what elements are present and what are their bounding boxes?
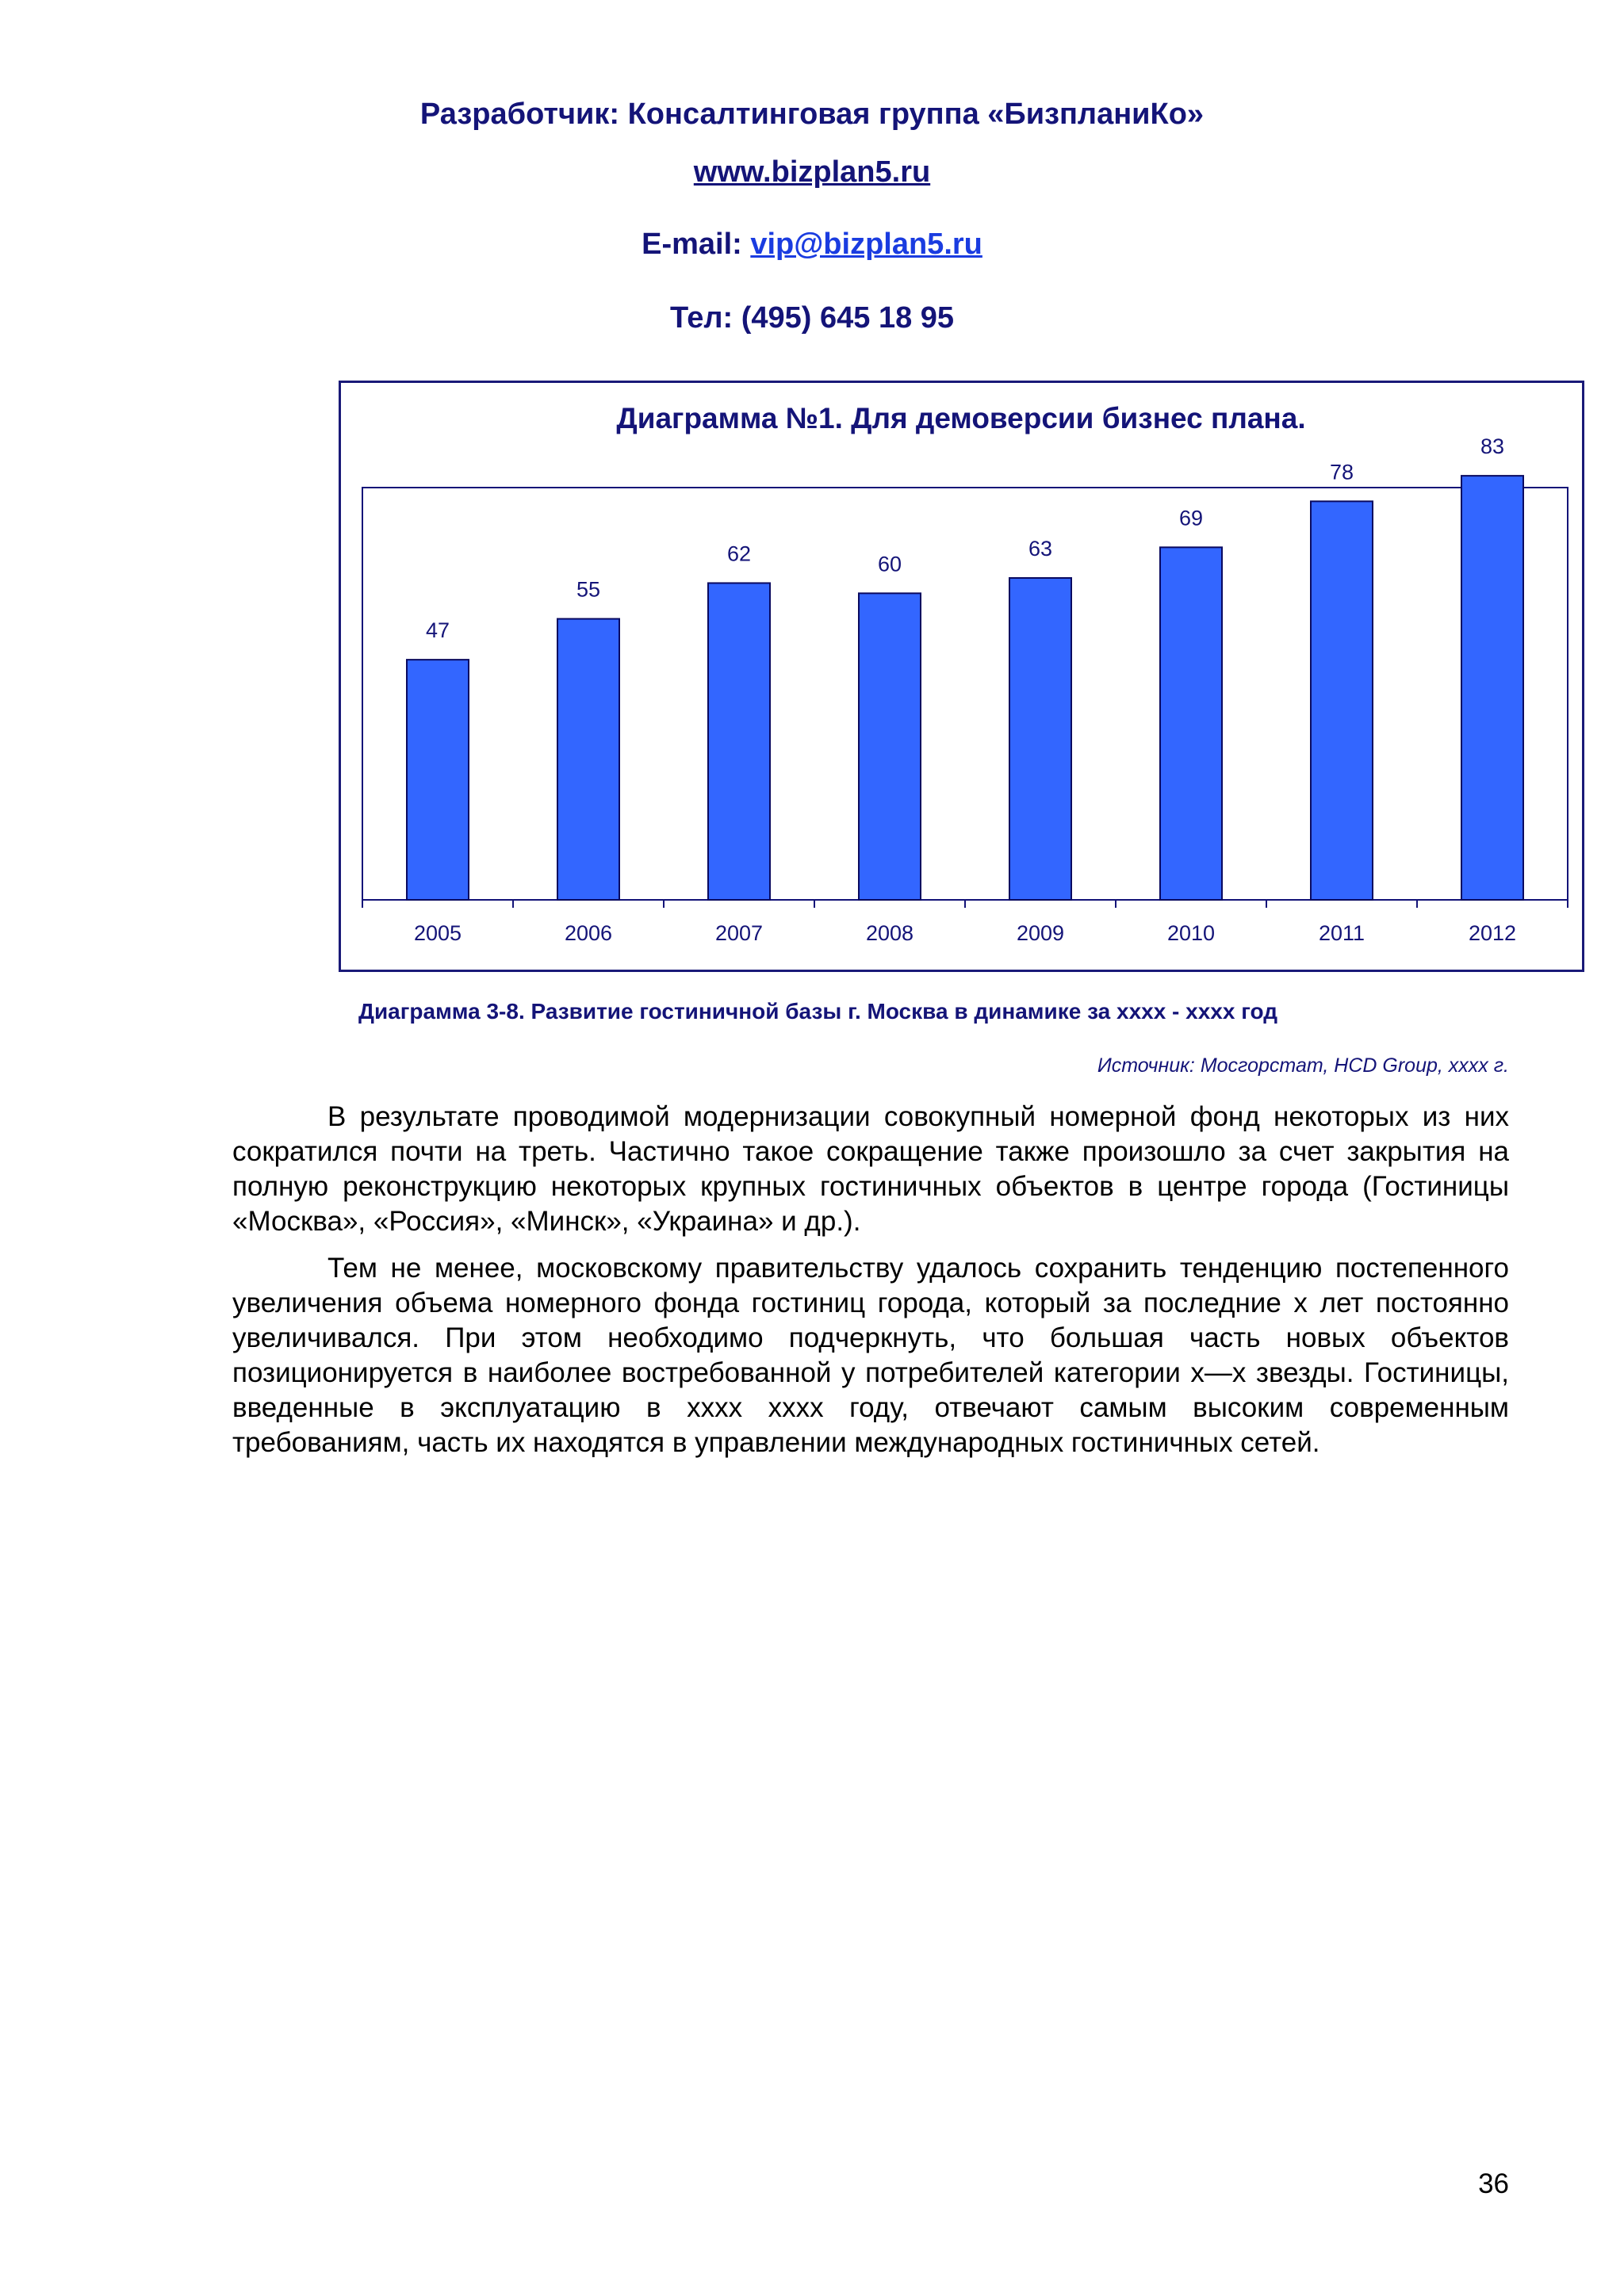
email-label: E-mail: xyxy=(642,228,751,261)
x-tick-label-2007: 2007 xyxy=(714,921,764,945)
bar-2009 xyxy=(1009,578,1071,900)
body-paragraph: В результате проводимой модернизации совокупный номерной фонд некоторых из них сократился почти на треть. Частично такое сокращение также произошло за счет закрытия на полную реконструкцию некоторых крупных гостиничных объектов в центре города (Гостиницы «Москва», «Россия», «Минск», «Украина» и др.). xyxy=(232,1101,1509,1237)
bar-2006 xyxy=(557,619,619,900)
body-paragraph: Тем не менее, московскому правительству удалось сохранить тенденцию постепенного увеличения объема номерного фонда гостиниц города, который за последние х лет постоянно увеличивался. При этом необходимо подчеркнуть, что большая часть новых объектов позиционируется в наиболее востребованной у потребителей категории х—х звезды. Гостиницы, введенные в эксплуатацию в хххх хххх году, отвечают самым высоким современным требованиям, часть их находятся в управлении международных гостиничных сетей. xyxy=(232,1253,1509,1458)
developer-line: Разработчик: Консалтинговая группа «БизпланиКо» xyxy=(419,98,1205,131)
chart-source: Источник: Мосгорстат, HCD Group, хххх г. xyxy=(1097,1054,1509,1077)
x-tick-label-2006: 2006 xyxy=(564,921,613,945)
chart-title: Диаграмма №1. Для демоверсии бизнес плана. xyxy=(616,402,1306,434)
data-label-2010: 69 xyxy=(1178,506,1204,530)
data-label-2006: 55 xyxy=(576,577,601,602)
x-tick-label-2010: 2010 xyxy=(1166,921,1216,945)
phone-line: Тел: (495) 645 18 95 xyxy=(669,301,955,335)
bar-2007 xyxy=(708,583,770,900)
x-tick-label-2012: 2012 xyxy=(1468,921,1517,945)
x-tick-label-2008: 2008 xyxy=(865,921,914,945)
website-link[interactable]: www.bizplan5.ru xyxy=(693,155,931,189)
bar-2010 xyxy=(1160,547,1222,900)
data-label-2009: 63 xyxy=(1028,537,1053,561)
data-label-2008: 60 xyxy=(877,552,902,576)
bar-2008 xyxy=(859,593,921,900)
data-label-2007: 62 xyxy=(726,541,752,566)
data-label-2005: 47 xyxy=(425,618,450,643)
bar-2011 xyxy=(1311,501,1373,900)
x-tick-label-2005: 2005 xyxy=(413,921,462,945)
chart-frame xyxy=(339,381,1584,972)
chart-caption: Диаграмма 3-8. Развитие гостиничной базы г. Москва в динамике за хххх - хххх год xyxy=(358,999,1278,1024)
plot-area xyxy=(362,488,1568,900)
bar-chart xyxy=(341,383,1582,970)
email-line xyxy=(0,225,1624,263)
bar-2012 xyxy=(1461,476,1523,900)
email-link[interactable]: vip@bizplan5.ru xyxy=(750,228,982,261)
data-label-2012: 83 xyxy=(1480,434,1505,459)
x-tick-label-2009: 2009 xyxy=(1016,921,1065,945)
data-label-2011: 78 xyxy=(1329,460,1354,484)
page-number: 36 xyxy=(1478,2168,1509,2199)
bar-2005 xyxy=(407,660,469,900)
x-tick-label-2011: 2011 xyxy=(1318,921,1365,945)
